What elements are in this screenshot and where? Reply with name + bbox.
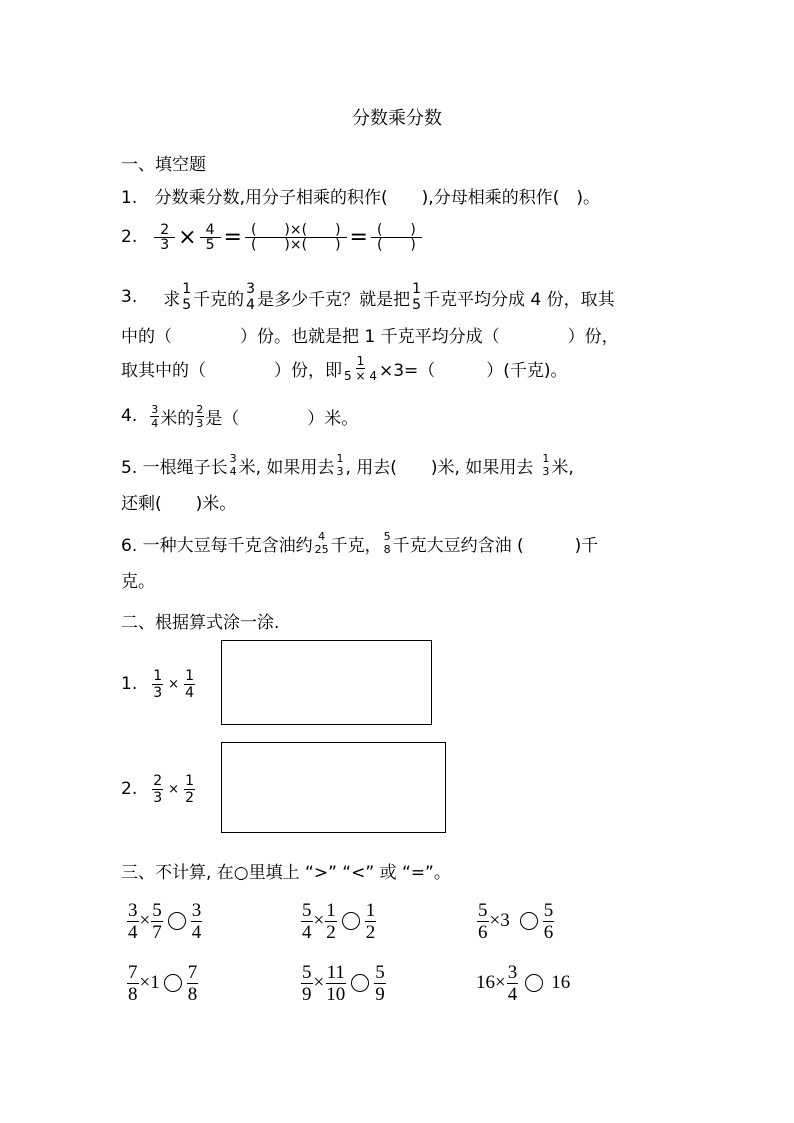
compare-circle-r1c1[interactable] xyxy=(168,912,186,930)
compare-circle-r1c2[interactable] xyxy=(342,912,360,930)
q3-text-1: 求 xyxy=(163,289,181,310)
q6-text-1: 6. 一种大豆每千克含油约 xyxy=(121,535,313,556)
shade-item-1-fraction-b: $\frac{1}{4}$ xyxy=(185,667,194,701)
q3-fraction-3: 1 5 xyxy=(412,281,421,313)
q5-text-1: 5. 一根绳子长 xyxy=(121,457,228,478)
q3-text-2: 千克的 xyxy=(193,289,245,310)
page-title: 分数乘分数 xyxy=(352,108,442,129)
q4-text-2: 是（ ）米。 xyxy=(205,408,359,429)
q3-text-3: 是多少千克？就是把 xyxy=(257,289,411,310)
frac: $\frac{5}{7}$ xyxy=(152,899,162,943)
frac: $\frac{5}{6}$ xyxy=(478,899,488,943)
shade-item-2-fraction-b: $\frac{1}{2}$ xyxy=(185,772,194,806)
frac: 7 8 xyxy=(187,961,198,1005)
q5-fraction-3: 1 3 xyxy=(542,452,550,478)
question-3-line-1 xyxy=(121,282,615,312)
compare-circle-r2c3[interactable] xyxy=(525,974,543,992)
question-5-line-2: 还剩( )米。 xyxy=(121,494,237,514)
shade-item-2-op: × xyxy=(168,781,180,797)
shade-item-1-number: 1. xyxy=(121,674,138,694)
shade-item-1-op: × xyxy=(168,676,180,692)
q5-text-3: , 用去( )米, 如果用去 xyxy=(345,457,534,478)
section1-heading: 一、填空题 xyxy=(121,155,206,175)
q2-fraction-a: $\frac{2}{3}$ xyxy=(154,223,175,252)
pre: 16× xyxy=(476,972,506,993)
q5-fraction-2: 1 3 xyxy=(336,452,344,478)
q2-fraction-b: $\frac{4}{5}$ xyxy=(200,223,221,252)
frac: $\frac{5}{9}$ xyxy=(302,961,312,1005)
q3-text-6: ×3=（ ）(千克)。 xyxy=(378,360,568,381)
compare-r1c1 xyxy=(126,896,203,946)
q2-number: 2. xyxy=(121,227,138,247)
question-4 xyxy=(121,401,358,431)
frac: 5 9 xyxy=(375,961,385,1005)
op: × xyxy=(313,910,325,931)
question-6-line-1 xyxy=(121,528,598,558)
shade-rectangle-2[interactable] xyxy=(221,742,446,833)
frac: $\frac{3}{4}$ xyxy=(507,961,518,1005)
op: × xyxy=(139,910,151,931)
q3-fraction-1: 1 5 xyxy=(182,281,192,313)
q6-fraction-1: 4 25 xyxy=(314,530,329,556)
frac: $\frac{7}{8}$ xyxy=(128,961,138,1005)
q3-fraction-2: 3 4 xyxy=(246,281,256,313)
q3-text-4: 千克平均分成 4 份，取其 xyxy=(423,289,615,310)
frac: $\frac{11}{10}$ xyxy=(326,961,346,1005)
compare-r2c1 xyxy=(126,958,199,1008)
compare-circle-r2c1[interactable] xyxy=(164,974,182,992)
question-1 xyxy=(121,183,600,208)
section3-heading: 三、不计算, 在○里填上 “>” “<” 或 “=”。 xyxy=(121,863,451,883)
shade-item-2-fraction-a: $\frac{2}{3}$ xyxy=(153,772,163,806)
question-2 xyxy=(121,213,423,261)
frac: 3 4 xyxy=(191,899,202,943)
q5-text-2: 米, 如果用去 xyxy=(238,457,335,478)
frac: $\frac{1}{2}$ xyxy=(326,899,336,943)
compare-r2c3 xyxy=(476,958,570,1008)
frac: $\frac{3}{4}$ xyxy=(128,899,138,943)
op: ×1 xyxy=(139,972,160,993)
q1-text: 分数乘分数,用分子相乘的积作( ),分母相乘的积作( )。 xyxy=(154,188,600,208)
q2-equals-2: = xyxy=(349,224,368,250)
question-3-line-3 xyxy=(121,352,568,384)
q2-result-fraction: ( ) ( ) xyxy=(371,223,422,252)
q4-text-1: 米的 xyxy=(160,408,195,429)
frac: $\frac{5}{4}$ xyxy=(302,899,312,943)
q3-number: 3. xyxy=(121,287,138,307)
compare-circle-r1c3[interactable] xyxy=(520,912,538,930)
compare-circle-r2c2[interactable] xyxy=(351,974,369,992)
frac: 5 6 xyxy=(543,899,554,943)
section2-heading: 二、根据算式涂一涂. xyxy=(121,613,280,633)
q3-text-5: 取其中的（ ）份，即 xyxy=(121,360,342,381)
question-5-line-1 xyxy=(121,450,574,480)
frac: 1 2 xyxy=(365,899,376,943)
q6-text-3: 千克大豆约含油 ( )千 xyxy=(392,535,599,556)
compare-r2c2 xyxy=(300,958,387,1008)
shade-item-2 xyxy=(121,767,196,811)
q2-times: × xyxy=(178,224,197,250)
q5-text-4: 米, xyxy=(551,457,574,478)
q4-fraction-2: 2 3 xyxy=(196,402,204,430)
q4-fraction-1: 3 4 xyxy=(151,402,159,430)
compare-r1c3 xyxy=(476,896,555,946)
q2-middle-fraction: ( )×( ) ( )×( ) xyxy=(245,223,347,252)
q5-fraction-1: 3 4 xyxy=(229,452,237,478)
op: ×3 xyxy=(489,910,510,931)
q4-number: 4. xyxy=(121,406,138,426)
q3-fraction-4: $\frac{1}{5 \times 4}$ xyxy=(344,353,377,383)
shade-item-1 xyxy=(121,662,196,706)
question-3-line-2: 中的（ ）份。也就是把 1 千克平均分成（ ）份， xyxy=(121,327,619,347)
question-6-line-2: 克。 xyxy=(121,572,155,592)
shade-item-1-fraction-a: $\frac{1}{3}$ xyxy=(153,667,163,701)
compare-r1c2 xyxy=(300,896,377,946)
q6-fraction-2: 5 8 xyxy=(383,530,391,556)
shade-item-2-number: 2. xyxy=(121,779,138,799)
op: × xyxy=(313,972,325,993)
post: 16 xyxy=(551,972,571,993)
q1-number: 1. xyxy=(121,188,138,208)
q2-equals-1: = xyxy=(223,224,242,250)
shade-rectangle-1[interactable] xyxy=(221,640,432,725)
q6-text-2: 千克， xyxy=(330,535,382,556)
